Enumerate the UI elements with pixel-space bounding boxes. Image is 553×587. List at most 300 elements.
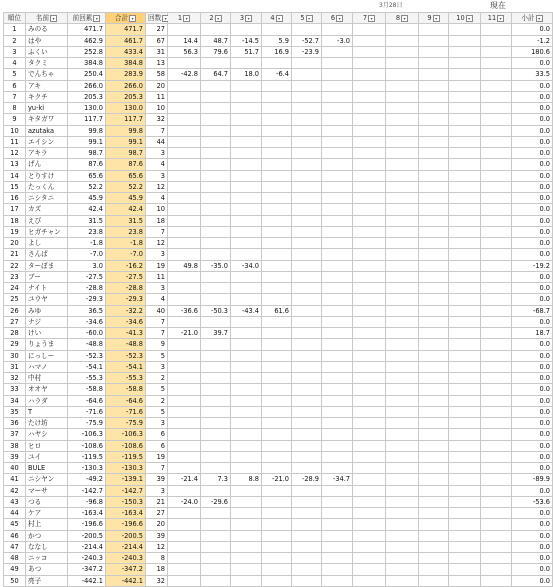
cell-name[interactable]: yu-ki <box>26 103 68 114</box>
filter-dropdown-icon[interactable]: ▾ <box>129 15 136 22</box>
cell-round-4[interactable] <box>262 361 292 372</box>
cell-total[interactable]: 461.7 <box>106 35 146 46</box>
cell-round-11[interactable] <box>481 181 512 192</box>
cell-previous-total[interactable]: -34.6 <box>68 316 106 327</box>
cell-subtotal[interactable]: 0.0 <box>512 159 553 170</box>
cell-total[interactable]: 99.8 <box>106 125 146 136</box>
cell-name[interactable]: エイシン <box>26 136 68 147</box>
cell-previous-total[interactable]: -28.8 <box>68 283 106 294</box>
cell-round-3[interactable]: -14.5 <box>231 35 262 46</box>
cell-name[interactable]: ハマノ <box>26 361 68 372</box>
cell-rank[interactable]: 37 <box>4 429 26 440</box>
cell-rank[interactable]: 17 <box>4 204 26 215</box>
cell-round-3[interactable] <box>231 541 262 552</box>
cell-round-6[interactable] <box>322 80 353 91</box>
cell-round-1[interactable]: 14.4 <box>168 35 201 46</box>
cell-count[interactable]: 31 <box>146 46 168 57</box>
header-rank[interactable] <box>4 13 26 24</box>
cell-round-8[interactable] <box>386 485 419 496</box>
cell-round-4[interactable] <box>262 91 292 102</box>
cell-round-2[interactable] <box>201 418 231 429</box>
cell-round-10[interactable] <box>449 406 481 417</box>
cell-round-4[interactable] <box>262 58 292 69</box>
cell-total[interactable]: -29.3 <box>106 294 146 305</box>
header-round-4[interactable] <box>262 13 292 24</box>
cell-round-4[interactable] <box>262 215 292 226</box>
cell-rank[interactable]: 24 <box>4 283 26 294</box>
cell-round-6[interactable] <box>322 519 353 530</box>
cell-round-1[interactable] <box>168 451 201 462</box>
cell-name[interactable]: キタガワ <box>26 114 68 125</box>
cell-total[interactable]: -54.1 <box>106 361 146 372</box>
cell-round-11[interactable] <box>481 316 512 327</box>
cell-round-6[interactable] <box>322 238 353 249</box>
cell-previous-total[interactable]: -48.8 <box>68 339 106 350</box>
cell-round-2[interactable] <box>201 238 231 249</box>
cell-round-7[interactable] <box>353 148 386 159</box>
cell-round-6[interactable]: -3.0 <box>322 35 353 46</box>
cell-round-5[interactable] <box>292 418 322 429</box>
cell-round-10[interactable] <box>449 328 481 339</box>
cell-previous-total[interactable]: -106.3 <box>68 429 106 440</box>
cell-total[interactable]: -52.3 <box>106 350 146 361</box>
cell-round-1[interactable] <box>168 148 201 159</box>
header-previous-total[interactable] <box>68 13 106 24</box>
cell-round-7[interactable] <box>353 406 386 417</box>
cell-round-8[interactable] <box>386 373 419 384</box>
cell-round-8[interactable] <box>386 575 419 586</box>
cell-round-9[interactable] <box>419 181 449 192</box>
cell-rank[interactable]: 22 <box>4 260 26 271</box>
cell-round-1[interactable] <box>168 159 201 170</box>
cell-round-5[interactable] <box>292 508 322 519</box>
cell-round-7[interactable] <box>353 339 386 350</box>
cell-previous-total[interactable]: 31.5 <box>68 215 106 226</box>
cell-subtotal[interactable]: 0.0 <box>512 451 553 462</box>
cell-round-6[interactable] <box>322 181 353 192</box>
cell-name[interactable]: ふくい <box>26 46 68 57</box>
cell-round-7[interactable] <box>353 429 386 440</box>
cell-rank[interactable]: 36 <box>4 418 26 429</box>
cell-round-6[interactable] <box>322 249 353 260</box>
cell-round-3[interactable] <box>231 204 262 215</box>
cell-subtotal[interactable]: 0.0 <box>512 406 553 417</box>
cell-previous-total[interactable]: -214.4 <box>68 541 106 552</box>
cell-total[interactable]: 87.6 <box>106 159 146 170</box>
cell-previous-total[interactable]: 45.9 <box>68 193 106 204</box>
cell-round-2[interactable]: 79.6 <box>201 46 231 57</box>
cell-count[interactable]: 4 <box>146 294 168 305</box>
cell-round-2[interactable] <box>201 541 231 552</box>
cell-name[interactable]: ナジ <box>26 316 68 327</box>
cell-round-10[interactable] <box>449 80 481 91</box>
cell-round-5[interactable] <box>292 80 322 91</box>
cell-round-5[interactable] <box>292 125 322 136</box>
cell-round-11[interactable] <box>481 361 512 372</box>
cell-rank[interactable]: 47 <box>4 541 26 552</box>
cell-round-4[interactable] <box>262 508 292 519</box>
cell-round-6[interactable] <box>322 463 353 474</box>
cell-round-3[interactable] <box>231 463 262 474</box>
cell-round-7[interactable] <box>353 361 386 372</box>
cell-count[interactable]: 58 <box>146 69 168 80</box>
cell-round-4[interactable] <box>262 294 292 305</box>
cell-round-9[interactable] <box>419 204 449 215</box>
cell-round-6[interactable] <box>322 91 353 102</box>
cell-round-1[interactable] <box>168 114 201 125</box>
cell-round-10[interactable] <box>449 249 481 260</box>
cell-round-10[interactable] <box>449 260 481 271</box>
cell-name[interactable]: さんぱ <box>26 249 68 260</box>
cell-round-5[interactable] <box>292 339 322 350</box>
cell-name[interactable]: にっしー <box>26 350 68 361</box>
cell-round-8[interactable] <box>386 429 419 440</box>
cell-round-4[interactable] <box>262 451 292 462</box>
cell-subtotal[interactable]: 0.0 <box>512 181 553 192</box>
cell-round-3[interactable] <box>231 125 262 136</box>
cell-name[interactable]: つる <box>26 496 68 507</box>
cell-round-5[interactable] <box>292 193 322 204</box>
cell-round-2[interactable] <box>201 125 231 136</box>
cell-round-1[interactable] <box>168 384 201 395</box>
cell-round-8[interactable] <box>386 114 419 125</box>
cell-subtotal[interactable]: 0.0 <box>512 429 553 440</box>
cell-round-11[interactable] <box>481 114 512 125</box>
cell-rank[interactable]: 12 <box>4 148 26 159</box>
cell-round-5[interactable] <box>292 58 322 69</box>
cell-name[interactable]: けい <box>26 328 68 339</box>
cell-count[interactable]: 12 <box>146 541 168 552</box>
cell-round-4[interactable] <box>262 541 292 552</box>
cell-total[interactable]: 52.2 <box>106 181 146 192</box>
cell-round-6[interactable] <box>322 350 353 361</box>
cell-round-2[interactable] <box>201 440 231 451</box>
cell-round-5[interactable] <box>292 294 322 305</box>
cell-round-4[interactable] <box>262 440 292 451</box>
cell-round-2[interactable]: -29.6 <box>201 496 231 507</box>
cell-round-4[interactable]: 5.9 <box>262 35 292 46</box>
cell-count[interactable]: 44 <box>146 136 168 147</box>
cell-round-8[interactable] <box>386 193 419 204</box>
cell-round-5[interactable] <box>292 373 322 384</box>
cell-rank[interactable]: 15 <box>4 181 26 192</box>
cell-total[interactable]: 45.9 <box>106 193 146 204</box>
cell-round-4[interactable] <box>262 373 292 384</box>
cell-round-7[interactable] <box>353 305 386 316</box>
cell-round-3[interactable] <box>231 215 262 226</box>
cell-round-6[interactable] <box>322 496 353 507</box>
cell-round-9[interactable] <box>419 508 449 519</box>
cell-round-7[interactable] <box>353 46 386 57</box>
cell-round-2[interactable] <box>201 181 231 192</box>
cell-round-3[interactable]: -34.0 <box>231 260 262 271</box>
cell-round-9[interactable] <box>419 316 449 327</box>
cell-round-4[interactable] <box>262 328 292 339</box>
cell-previous-total[interactable]: -58.8 <box>68 384 106 395</box>
cell-name[interactable]: ニシタニ <box>26 193 68 204</box>
header-count[interactable] <box>146 13 168 24</box>
cell-round-3[interactable] <box>231 159 262 170</box>
cell-round-11[interactable] <box>481 350 512 361</box>
cell-round-2[interactable] <box>201 395 231 406</box>
cell-round-3[interactable] <box>231 530 262 541</box>
cell-round-11[interactable] <box>481 238 512 249</box>
cell-count[interactable]: 5 <box>146 406 168 417</box>
cell-name[interactable]: ターぼま <box>26 260 68 271</box>
cell-round-9[interactable] <box>419 159 449 170</box>
cell-round-3[interactable] <box>231 440 262 451</box>
cell-total[interactable]: -7.0 <box>106 249 146 260</box>
cell-rank[interactable]: 44 <box>4 508 26 519</box>
cell-round-8[interactable] <box>386 328 419 339</box>
cell-subtotal[interactable]: 0.0 <box>512 485 553 496</box>
cell-count[interactable]: 39 <box>146 530 168 541</box>
cell-total[interactable]: -41.3 <box>106 328 146 339</box>
cell-round-11[interactable] <box>481 564 512 575</box>
header-round-3[interactable] <box>231 13 262 24</box>
cell-subtotal[interactable]: 0.0 <box>512 373 553 384</box>
filter-dropdown-icon[interactable]: ▾ <box>215 15 222 22</box>
cell-count[interactable]: 18 <box>146 564 168 575</box>
header-subtotal[interactable] <box>512 13 553 24</box>
cell-round-8[interactable] <box>386 58 419 69</box>
cell-round-11[interactable] <box>481 305 512 316</box>
cell-round-8[interactable] <box>386 148 419 159</box>
cell-round-3[interactable] <box>231 361 262 372</box>
filter-dropdown-icon[interactable]: ▾ <box>433 15 440 22</box>
cell-subtotal[interactable]: 33.5 <box>512 69 553 80</box>
cell-round-4[interactable] <box>262 125 292 136</box>
cell-round-2[interactable] <box>201 575 231 586</box>
cell-round-10[interactable] <box>449 575 481 586</box>
cell-subtotal[interactable]: 0.0 <box>512 395 553 406</box>
cell-round-8[interactable] <box>386 451 419 462</box>
cell-previous-total[interactable]: -347.2 <box>68 564 106 575</box>
cell-round-4[interactable] <box>262 136 292 147</box>
cell-round-11[interactable] <box>481 339 512 350</box>
cell-previous-total[interactable]: -119.5 <box>68 451 106 462</box>
cell-round-6[interactable] <box>322 24 353 35</box>
cell-round-11[interactable] <box>481 125 512 136</box>
cell-round-8[interactable] <box>386 361 419 372</box>
cell-round-1[interactable] <box>168 193 201 204</box>
cell-round-2[interactable] <box>201 553 231 564</box>
cell-round-11[interactable] <box>481 80 512 91</box>
cell-round-6[interactable] <box>322 418 353 429</box>
cell-round-1[interactable] <box>168 249 201 260</box>
cell-name[interactable]: ニッコ <box>26 553 68 564</box>
cell-round-6[interactable] <box>322 260 353 271</box>
cell-round-11[interactable] <box>481 193 512 204</box>
cell-rank[interactable]: 20 <box>4 238 26 249</box>
cell-round-5[interactable] <box>292 328 322 339</box>
filter-dropdown-icon[interactable]: ▾ <box>276 15 283 22</box>
cell-round-1[interactable] <box>168 406 201 417</box>
cell-name[interactable]: BULE <box>26 463 68 474</box>
cell-round-9[interactable] <box>419 260 449 271</box>
cell-subtotal[interactable]: 0.0 <box>512 238 553 249</box>
cell-subtotal[interactable]: 0.0 <box>512 226 553 237</box>
cell-round-6[interactable] <box>322 564 353 575</box>
cell-count[interactable]: 7 <box>146 226 168 237</box>
cell-round-2[interactable] <box>201 339 231 350</box>
cell-name[interactable]: T <box>26 406 68 417</box>
cell-round-8[interactable] <box>386 69 419 80</box>
cell-round-4[interactable]: 61.6 <box>262 305 292 316</box>
cell-round-1[interactable] <box>168 395 201 406</box>
cell-round-9[interactable] <box>419 361 449 372</box>
cell-count[interactable]: 3 <box>146 283 168 294</box>
cell-round-11[interactable] <box>481 384 512 395</box>
cell-round-10[interactable] <box>449 361 481 372</box>
cell-round-9[interactable] <box>419 350 449 361</box>
cell-total[interactable]: -240.3 <box>106 553 146 564</box>
cell-count[interactable]: 12 <box>146 181 168 192</box>
cell-round-9[interactable] <box>419 474 449 485</box>
cell-total[interactable]: 205.3 <box>106 91 146 102</box>
cell-round-4[interactable] <box>262 575 292 586</box>
cell-round-8[interactable] <box>386 204 419 215</box>
cell-round-9[interactable] <box>419 429 449 440</box>
cell-round-4[interactable] <box>262 80 292 91</box>
cell-round-1[interactable]: -21.4 <box>168 474 201 485</box>
cell-count[interactable]: 39 <box>146 474 168 485</box>
cell-round-10[interactable] <box>449 508 481 519</box>
cell-round-3[interactable] <box>231 58 262 69</box>
cell-subtotal[interactable]: -1.2 <box>512 35 553 46</box>
cell-previous-total[interactable]: -27.5 <box>68 271 106 282</box>
cell-name[interactable]: ななし <box>26 541 68 552</box>
cell-subtotal[interactable]: 0.0 <box>512 361 553 372</box>
cell-round-9[interactable] <box>419 69 449 80</box>
header-round-6[interactable] <box>322 13 353 24</box>
cell-round-11[interactable] <box>481 519 512 530</box>
cell-round-2[interactable] <box>201 148 231 159</box>
cell-name[interactable]: えび <box>26 215 68 226</box>
cell-round-10[interactable] <box>449 564 481 575</box>
cell-round-7[interactable] <box>353 58 386 69</box>
cell-round-5[interactable] <box>292 361 322 372</box>
cell-round-11[interactable] <box>481 294 512 305</box>
cell-total[interactable]: -442.1 <box>106 575 146 586</box>
cell-subtotal[interactable]: 0.0 <box>512 530 553 541</box>
filter-dropdown-icon[interactable]: ▾ <box>368 15 375 22</box>
cell-round-7[interactable] <box>353 373 386 384</box>
cell-round-3[interactable] <box>231 418 262 429</box>
cell-round-1[interactable]: -36.6 <box>168 305 201 316</box>
cell-round-6[interactable] <box>322 541 353 552</box>
cell-subtotal[interactable]: 0.0 <box>512 519 553 530</box>
filter-dropdown-icon[interactable]: ▾ <box>401 15 408 22</box>
cell-round-9[interactable] <box>419 238 449 249</box>
cell-total[interactable]: -130.3 <box>106 463 146 474</box>
cell-round-6[interactable]: -34.7 <box>322 474 353 485</box>
cell-subtotal[interactable]: 0.0 <box>512 249 553 260</box>
cell-round-5[interactable] <box>292 316 322 327</box>
cell-round-4[interactable] <box>262 148 292 159</box>
cell-round-3[interactable] <box>231 170 262 181</box>
cell-round-2[interactable]: 64.7 <box>201 69 231 80</box>
cell-name[interactable]: ケア <box>26 508 68 519</box>
cell-round-4[interactable]: -6.4 <box>262 69 292 80</box>
cell-round-6[interactable] <box>322 271 353 282</box>
cell-rank[interactable]: 9 <box>4 114 26 125</box>
cell-round-8[interactable] <box>386 440 419 451</box>
cell-round-4[interactable] <box>262 553 292 564</box>
cell-round-7[interactable] <box>353 35 386 46</box>
cell-round-8[interactable] <box>386 136 419 147</box>
cell-previous-total[interactable]: -64.6 <box>68 395 106 406</box>
cell-round-6[interactable] <box>322 485 353 496</box>
cell-round-5[interactable] <box>292 170 322 181</box>
cell-round-9[interactable] <box>419 373 449 384</box>
cell-round-11[interactable] <box>481 429 512 440</box>
cell-subtotal[interactable]: 0.0 <box>512 58 553 69</box>
cell-round-1[interactable] <box>168 283 201 294</box>
cell-round-2[interactable] <box>201 508 231 519</box>
cell-round-11[interactable] <box>481 159 512 170</box>
filter-dropdown-icon[interactable]: ▾ <box>536 15 543 22</box>
cell-round-7[interactable] <box>353 294 386 305</box>
cell-round-2[interactable] <box>201 159 231 170</box>
cell-total[interactable]: 117.7 <box>106 114 146 125</box>
cell-round-8[interactable] <box>386 91 419 102</box>
cell-rank[interactable]: 8 <box>4 103 26 114</box>
cell-round-9[interactable] <box>419 440 449 451</box>
cell-round-3[interactable] <box>231 294 262 305</box>
cell-rank[interactable]: 29 <box>4 339 26 350</box>
cell-round-7[interactable] <box>353 553 386 564</box>
cell-total[interactable]: -196.6 <box>106 519 146 530</box>
cell-round-1[interactable] <box>168 80 201 91</box>
cell-count[interactable]: 40 <box>146 305 168 316</box>
filter-dropdown-icon[interactable]: ▾ <box>245 15 252 22</box>
cell-round-3[interactable] <box>231 226 262 237</box>
cell-round-9[interactable] <box>419 541 449 552</box>
cell-previous-total[interactable]: 99.1 <box>68 136 106 147</box>
cell-round-2[interactable]: -50.3 <box>201 305 231 316</box>
cell-round-9[interactable] <box>419 564 449 575</box>
cell-rank[interactable]: 16 <box>4 193 26 204</box>
cell-round-10[interactable] <box>449 305 481 316</box>
cell-round-7[interactable] <box>353 80 386 91</box>
cell-previous-total[interactable]: 42.4 <box>68 204 106 215</box>
cell-count[interactable]: 7 <box>146 328 168 339</box>
cell-round-5[interactable] <box>292 271 322 282</box>
cell-round-11[interactable] <box>481 24 512 35</box>
cell-round-6[interactable] <box>322 395 353 406</box>
cell-total[interactable]: 98.7 <box>106 148 146 159</box>
cell-round-9[interactable] <box>419 406 449 417</box>
cell-round-11[interactable] <box>481 283 512 294</box>
cell-previous-total[interactable]: -108.6 <box>68 440 106 451</box>
cell-round-11[interactable] <box>481 463 512 474</box>
cell-total[interactable]: 42.4 <box>106 204 146 215</box>
cell-round-1[interactable] <box>168 181 201 192</box>
cell-round-9[interactable] <box>419 451 449 462</box>
cell-round-7[interactable] <box>353 519 386 530</box>
cell-round-5[interactable] <box>292 451 322 462</box>
cell-total[interactable]: -1.8 <box>106 238 146 249</box>
cell-round-8[interactable] <box>386 283 419 294</box>
cell-round-1[interactable]: 56.3 <box>168 46 201 57</box>
header-round-7[interactable] <box>353 13 386 24</box>
cell-round-1[interactable] <box>168 24 201 35</box>
cell-round-3[interactable] <box>231 508 262 519</box>
cell-round-5[interactable] <box>292 226 322 237</box>
cell-round-8[interactable] <box>386 395 419 406</box>
cell-total[interactable]: -347.2 <box>106 564 146 575</box>
